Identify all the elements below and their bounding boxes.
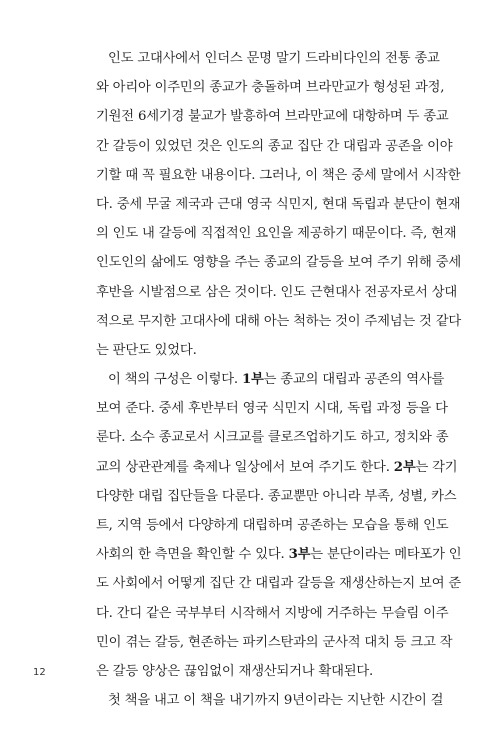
text-line: 기원전 6세기경 불교가 발흥하여 브라만교에 대항하며 두 종교 (96, 109, 449, 125)
text-line: 적으로 무지한 고대사에 대해 아는 척하는 것이 주제넘는 것 같다 (96, 313, 462, 329)
text-line: 룬다. 소수 종교로서 시크교를 클로즈업하기도 하고, 정치와 종 (96, 430, 449, 446)
text-line: 다. 간디 같은 국부부터 시작해서 지방에 거주하는 무슬림 이주 (96, 605, 449, 621)
section-marker: 3부 (288, 547, 311, 563)
text-line: 사회의 한 측면을 확인할 수 있다. 3부는 분단이라는 메타포가 인 (96, 547, 462, 563)
text-line: 후반을 시발점으로 삼은 것이다. 인도 근현대사 전공자로서 상대 (96, 284, 457, 300)
text-line: 보여 준다. 중세 후반부터 영국 식민지 시대, 독립 과정 등을 다 (96, 401, 448, 417)
text-line: 다양한 대립 집단들을 다룬다. 종교뿐만 아니라 부족, 성별, 카스 (96, 488, 457, 504)
text-line: 간 갈등이 있었던 것은 인도의 종교 집단 간 대립과 공존을 이야 (96, 138, 453, 154)
text-line: 인도인의 삶에도 영향을 주는 종교의 갈등을 보여 주기 위해 중세 (96, 255, 462, 271)
text-line: 도 사회에서 어떻게 집단 간 대립과 갈등을 재생산하는지 보여 준 (96, 576, 462, 592)
text-line: 교의 상관관계를 축제나 일상에서 보여 주기도 한다. 2부는 각기 (96, 459, 458, 475)
body-text (96, 44, 462, 715)
text-line: 와 아리아 이주민의 종교가 충돌하며 브라만교가 형성된 과정, (96, 80, 445, 96)
section-marker: 2부 (393, 459, 416, 475)
text-line: 트, 지역 등에서 다양하게 대립하며 공존하는 모습을 통해 인도 (96, 518, 449, 533)
text-line: 의 인도 내 갈등에 직접적인 요인을 제공하기 때문이다. 즉, 현재 (96, 226, 457, 242)
page-number: 12 (33, 667, 46, 678)
text-line: 다. 중세 무굴 제국과 근대 영국 식민지, 현대 독립과 분단이 현재 (96, 196, 461, 212)
text-line: 인도 고대사에서 인더스 문명 말기 드라비다인의 전통 종교 (108, 51, 440, 66)
text-line: 은 갈등 양상은 끊임없이 재생산되거나 확대된다. (96, 663, 374, 679)
text-line: 첫 책을 내고 이 책을 내기까지 9년이라는 지난한 시간이 걸 (108, 693, 444, 709)
text-line: 는 판단도 있었다. (96, 342, 197, 358)
text-line: 민이 겪는 갈등, 현존하는 파키스탄과의 군사적 대치 등 크고 작 (96, 634, 453, 650)
section-marker: 1부 (241, 372, 264, 388)
text-line: 기할 때 꼭 필요한 내용이다. 그러나, 이 책은 중세 말에서 시작한 (96, 167, 461, 183)
text-line: 이 책의 구성은 이렇다. 1부는 종교의 대립과 공존의 역사를 (108, 372, 445, 388)
